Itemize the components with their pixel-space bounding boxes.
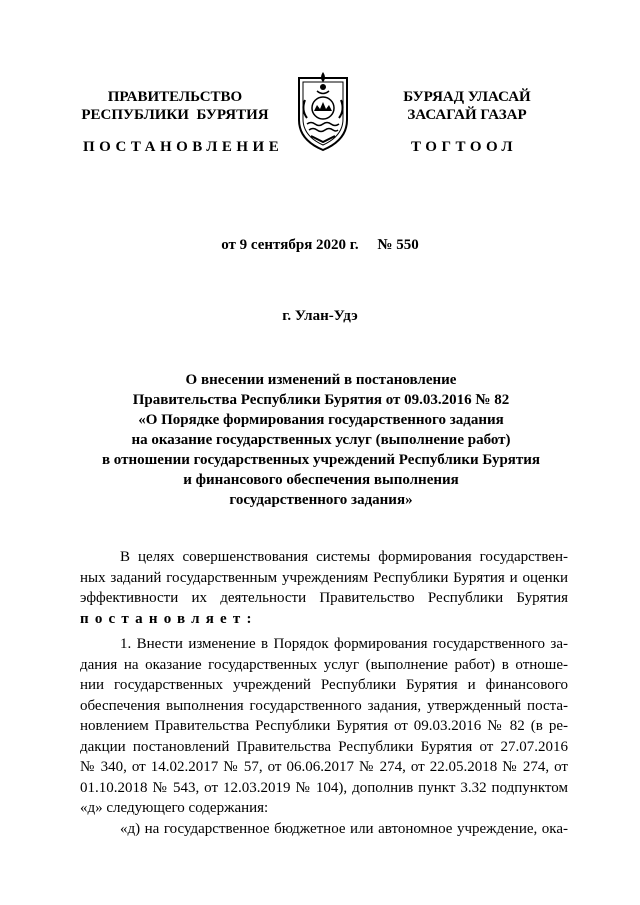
paragraph-line: 01.10.2018 № 543, от 12.03.2019 № 104), дополнив пункт 3.32 подпунктом [80,779,568,796]
title-line: и финансового обеспечения выполнения [183,472,459,488]
document-city: г. Улан-Удэ [282,308,358,324]
paragraph-line: ных заданий государственным учреждениям Республики Бурятия и оценки [80,569,568,586]
paragraph-line: В целях совершенствования системы формирования государствен- [120,549,568,565]
coat-of-arms-icon [295,70,351,152]
resolves-word: постановляет: [80,610,258,627]
paragraph-line: новлением Правительства Республики Бурятия от 09.03.2016 № 82 (в ре- [80,718,568,734]
paragraph-line: дания на оказание государственных услуг (выполнение работ) в отноше- [80,656,568,673]
paragraph-line: № 340, от 14.02.2017 № 57, от 06.06.2017 № 274, от 22.05.2018 № 274, от [80,759,568,775]
header-left-block [80,88,270,124]
title-line: в отношении государственных учреждений Республики Бурятия [101,452,541,468]
header-right-line-1: БУРЯАД УЛАСАЙ [403,89,531,105]
title-line: «О Порядке формирования государственного задания [138,412,504,428]
doctype-russian: ПОСТАНОВЛЕНИЕ [83,139,284,155]
paragraph-line: «д) на государственное бюджетное или автономное учреждение, ока- [120,820,568,837]
paragraph-line: нии государственных учреждений Республики Бурятия и финансового [80,677,568,693]
document-date-number: от 9 сентября 2020 г. № 550 [221,237,419,253]
paragraph-line: обеспечения выполнения государственного задания, утвержденный поста- [80,697,568,714]
clause-1-paragraph [80,634,568,839]
title-line: на оказание государственных услуг (выполнение работ) [131,432,511,448]
header-right-line-2: ЗАСАГАЙ ГАЗАР [407,107,527,123]
title-line: О внесении изменений в постановление [185,372,457,388]
title-line: государственного задания» [229,492,413,508]
paragraph-line: дакции постановлений Правительства Республики Бурятия от 27.07.2016 [80,738,568,755]
header-left-line-2: РЕСПУБЛИКИ БУРЯТИЯ [81,107,269,123]
paragraph-line: 1. Внести изменение в Порядок формирования государственного за- [120,636,568,652]
header-left-line-1: ПРАВИТЕЛЬСТВО [107,89,243,105]
document-title [80,370,562,510]
preamble-paragraph [80,547,568,629]
paragraph-line: «д» следующего содержания: [80,800,269,816]
paragraph-line: эффективности их деятельности Правительство Республики Бурятия [80,590,568,606]
header-right-block [372,88,562,124]
doctype-buryat: ТОГТООЛ [411,139,518,155]
title-line: Правительства Республики Бурятия от 09.03.2016 № 82 [132,392,510,408]
